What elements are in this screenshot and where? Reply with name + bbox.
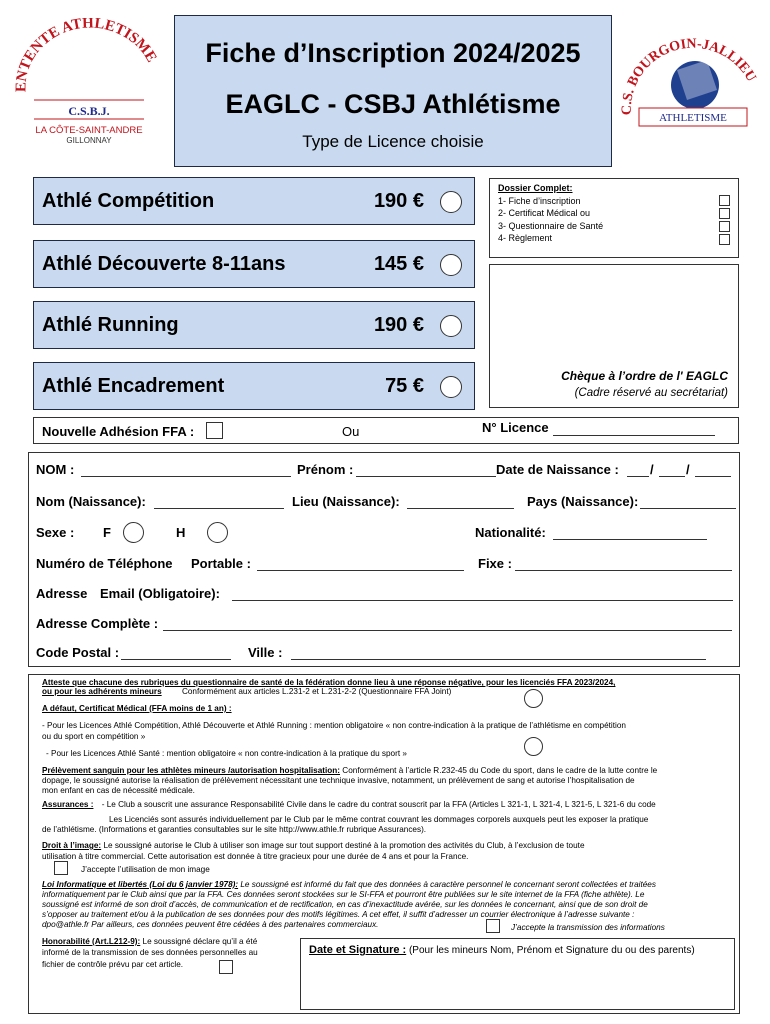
logo-csbj-graphic	[617, 20, 767, 145]
image-accept-label: J’accepte l’utilisation de mon image	[81, 865, 210, 874]
prenom-label: Prénom :	[297, 462, 354, 477]
loi-accept-checkbox[interactable]	[486, 919, 500, 933]
full-address-field[interactable]	[163, 630, 732, 631]
prelevement-text-3: mon enfant en cas de nécessité médicale.	[42, 786, 195, 795]
licence-price: 75 €	[385, 375, 424, 397]
logo-left-town1: LA CÔTE-SAINT-ANDRE	[35, 125, 143, 136]
prenom-field[interactable]	[356, 476, 496, 477]
nationality-label: Nationalité:	[475, 525, 546, 540]
signature-note: (Pour les mineurs Nom, Prénom et Signature du ou des parents)	[408, 945, 695, 956]
city-field[interactable]	[291, 659, 706, 660]
certificat-title: A défaut, Certificat Médical (FFA moins de 1 an) :	[42, 704, 232, 713]
svg-text:ENTENTE ATHLETISME	[14, 18, 159, 92]
postal-code-field[interactable]	[121, 659, 231, 660]
certificat-competition-text-2: ou du sport en compétition »	[42, 732, 146, 741]
licence-number-label: N° Licence	[482, 420, 549, 435]
birth-date-label: Date de Naissance :	[496, 462, 619, 477]
logo-left-arc-text: ENTENTE ATHLETISME	[14, 18, 160, 93]
atteste-text: Atteste que chacune des rubriques du questionnaire de santé de la fédération donne lieu à une réponse négative, pour les licenciés FFA 2023/2024,	[42, 678, 616, 687]
birth-year-field[interactable]	[695, 476, 731, 477]
atteste-mineurs-text: ou pour les adhérents mineurs	[42, 687, 162, 696]
sex-f-label: F	[103, 525, 111, 540]
page-title: Fiche d’Inscription 2024/2025	[205, 38, 581, 68]
licence-price: 190 €	[373, 190, 424, 212]
assurances-title: Assurances :	[42, 800, 94, 809]
dossier-checkbox[interactable]	[719, 221, 730, 232]
birth-name-field[interactable]	[154, 508, 284, 509]
new-adhesion-label: Nouvelle Adhésion FFA :	[42, 424, 195, 439]
logo-left-club: C.S.B.J.	[68, 104, 110, 118]
prelevement-text-2: dopage, le soussigné autorise la réalisation de prélèvement nécessitant une technique invasive, notamment, un prélèvement de sang et autorise l’hospitalisation de	[42, 776, 635, 785]
signature-box[interactable]	[300, 938, 735, 1010]
licence-price: 145 €	[373, 253, 424, 275]
phone-label: Numéro de Téléphone	[36, 556, 173, 571]
dossier-complet-box	[489, 178, 739, 258]
prelevement-text: Conformément à l’article R.232-45 du Code du sport, dans le cadre de la lutte contre le	[342, 766, 658, 775]
loi-accept-label: J’accepte la transmission des informations	[511, 923, 665, 932]
cheque-reserved-label: (Cadre réservé au secrétariat)	[574, 387, 728, 399]
assurances-text-3: de l’athlétisme. (Informations et garanties consultables sur le site http://www.athle.fr rubrique Assurances).	[42, 825, 427, 834]
signature-title: Date et Signature :	[309, 944, 407, 956]
loi-text-2: informatiquement par le Club ainsi que par la FFA. Ces données seront stockées sur le SI-FFA et pourront être publiées sur le site internet de la FFA (fiche athlète). Le	[42, 890, 645, 899]
image-rights-text: Le soussigné autorise le Club à utiliser son image sur tout support destiné à la promotion des activités du Club, à l’exclusion de toute	[103, 841, 585, 850]
logo-cs-bourgoin-jallieu	[617, 20, 767, 145]
image-rights-title: Droit à l’image:	[42, 841, 102, 850]
cheque-order-label: Chèque à l’ordre de l' EAGLC	[561, 369, 728, 383]
mobile-label: Portable :	[191, 556, 251, 571]
landline-label: Fixe :	[478, 556, 512, 571]
licence-option-competition[interactable]	[33, 177, 475, 225]
licence-option-encadrement[interactable]	[33, 362, 475, 410]
certificat-radio[interactable]	[524, 737, 543, 756]
birth-place-field[interactable]	[407, 508, 514, 509]
nom-field[interactable]	[81, 476, 291, 477]
birth-month-field[interactable]	[659, 476, 685, 477]
assurances-text: - Le Club a souscrit une assurance Responsabilité Civile dans le cadre du contrat souscrit par la FFA (Articles L 321-1, L 321-4, L 321-5, L 321-6 du code	[101, 800, 656, 809]
club-title: EAGLC - CSBJ Athlétisme	[225, 89, 561, 119]
licence-number-field[interactable]	[553, 435, 715, 436]
birth-day-field[interactable]	[627, 476, 649, 477]
licence-radio[interactable]	[440, 376, 462, 398]
loi-title: Loi Informatique et libertés (Loi du 6 janvier 1978):	[42, 880, 239, 889]
birth-place-label: Lieu (Naissance):	[292, 494, 400, 509]
mobile-field[interactable]	[257, 570, 464, 571]
postal-code-label: Code Postal :	[36, 645, 120, 660]
licence-radio[interactable]	[440, 315, 462, 337]
assurances-text-2: Les Licenciés sont assurés individuellement par le Club par le même contrat couvrant les dommages corporels auxquels peut les exposer la pratique	[109, 815, 649, 824]
date-separator: /	[686, 462, 690, 477]
atteste-articles-text: Conformément aux articles L.231-2 et L.231-2-2 (Questionnaire FFA Joint)	[181, 687, 452, 696]
dossier-checkbox[interactable]	[719, 208, 730, 219]
licence-name: Athlé Encadrement	[42, 375, 225, 397]
dossier-title: Dossier Complet:	[498, 183, 573, 193]
logo-right-ribbon: ATHLETISME	[659, 112, 727, 124]
honorabilite-text: Le soussigné déclare qu’il a été	[142, 937, 258, 946]
new-adhesion-checkbox[interactable]	[206, 422, 223, 439]
certificat-sante-text: - Pour les Licences Athlé Santé : mention obligatoire « non contre-indication à la pratique du sport »	[46, 749, 407, 758]
birth-name-label: Nom (Naissance):	[36, 494, 146, 509]
dossier-item: 3- Questionnaire de Santé	[498, 220, 604, 231]
licence-option-running[interactable]	[33, 301, 475, 349]
image-accept-checkbox[interactable]	[54, 861, 68, 875]
licence-price: 190 €	[373, 314, 424, 336]
honorabilite-text-3: fichier de contrôle prévu par cet article.	[42, 960, 184, 969]
dossier-item: 1- Fiche d’inscription	[498, 195, 581, 206]
dossier-item: 4- Règlement	[498, 233, 553, 243]
email-label: Email (Obligatoire):	[100, 586, 220, 601]
address-label: Adresse	[36, 586, 88, 601]
cheque-box	[489, 264, 739, 408]
licence-type-subtitle: Type de Licence choisie	[302, 132, 484, 151]
nom-label: NOM :	[36, 462, 75, 477]
licence-name: Athlé Running	[42, 314, 179, 336]
sex-h-radio[interactable]	[207, 522, 228, 543]
adhesion-row	[33, 417, 739, 444]
landline-field[interactable]	[515, 570, 732, 571]
prelevement-title: Prélèvement sanguin pour les athlètes mineurs /autorisation hospitalisation:	[42, 766, 341, 775]
city-label: Ville :	[248, 645, 283, 660]
honorabilite-checkbox[interactable]	[219, 960, 233, 974]
birth-country-label: Pays (Naissance):	[527, 494, 639, 509]
dossier-item: 2- Certificat Médical ou	[498, 208, 591, 218]
identity-section	[28, 452, 740, 667]
logo-right-arc-text: C.S. BOURGOIN-JALLIEU	[619, 36, 759, 116]
full-address-label: Adresse Complète :	[36, 616, 159, 631]
loi-text-4: s’opposer au traitement et/ou à la publication de ses données pour des motifs légitimes. A cet effet, il suffit d’adresser un courrier électronique à l’adresse suivante :	[42, 910, 635, 919]
logo-entente-graphic	[14, 18, 164, 146]
dossier-checkbox[interactable]	[719, 195, 730, 206]
loi-text: Le soussigné est informé du fait que des données à caractère personnel le concernant seront collectées et traitées	[240, 880, 656, 889]
licence-radio[interactable]	[440, 191, 462, 213]
certificat-competition-text: - Pour les Licences Athlé Compétition, Athlé Découverte et Athlé Running : mention obligatoire « non contre-indication à la pratique de l’athlétisme en compétition	[42, 721, 626, 730]
loi-text-3: soussigné est informé de son droit d’accès, de communication et de rectification, en cas d’inexactitude avérée, sur les données le concernant, ainsi que de son droit de	[42, 900, 648, 909]
birth-country-field[interactable]	[640, 508, 736, 509]
sex-f-radio[interactable]	[123, 522, 144, 543]
or-label: Ou	[342, 424, 360, 439]
logo-entente-athletisme	[14, 18, 164, 146]
licence-name: Athlé Compétition	[42, 190, 215, 212]
email-field[interactable]	[232, 600, 733, 601]
title-box	[174, 15, 612, 167]
licence-name: Athlé Découverte 8-11ans	[42, 253, 286, 275]
loi-text-5: dpo@athle.fr Par ailleurs, ces données peuvent être cédées à des partenaires commerciaux.	[42, 920, 379, 929]
nationality-field[interactable]	[553, 539, 707, 540]
dossier-checkbox[interactable]	[719, 234, 730, 245]
date-separator: /	[650, 462, 654, 477]
licence-radio[interactable]	[440, 254, 462, 276]
logo-left-town2: GILLONNAY	[66, 136, 112, 145]
sex-label: Sexe :	[36, 525, 75, 540]
sex-h-label: H	[176, 525, 186, 540]
honorabilite-title: Honorabilité (Art.L212-9):	[42, 937, 141, 946]
image-rights-text-2: utilisation à titre commercial. Cette autorisation est donnée à titre gracieux pour une durée de 4 ans et pour la France.	[42, 852, 469, 861]
honorabilite-text-2: informé de la transmission de ses données personnelles au	[42, 948, 258, 957]
licence-option-decouverte[interactable]	[33, 240, 475, 288]
